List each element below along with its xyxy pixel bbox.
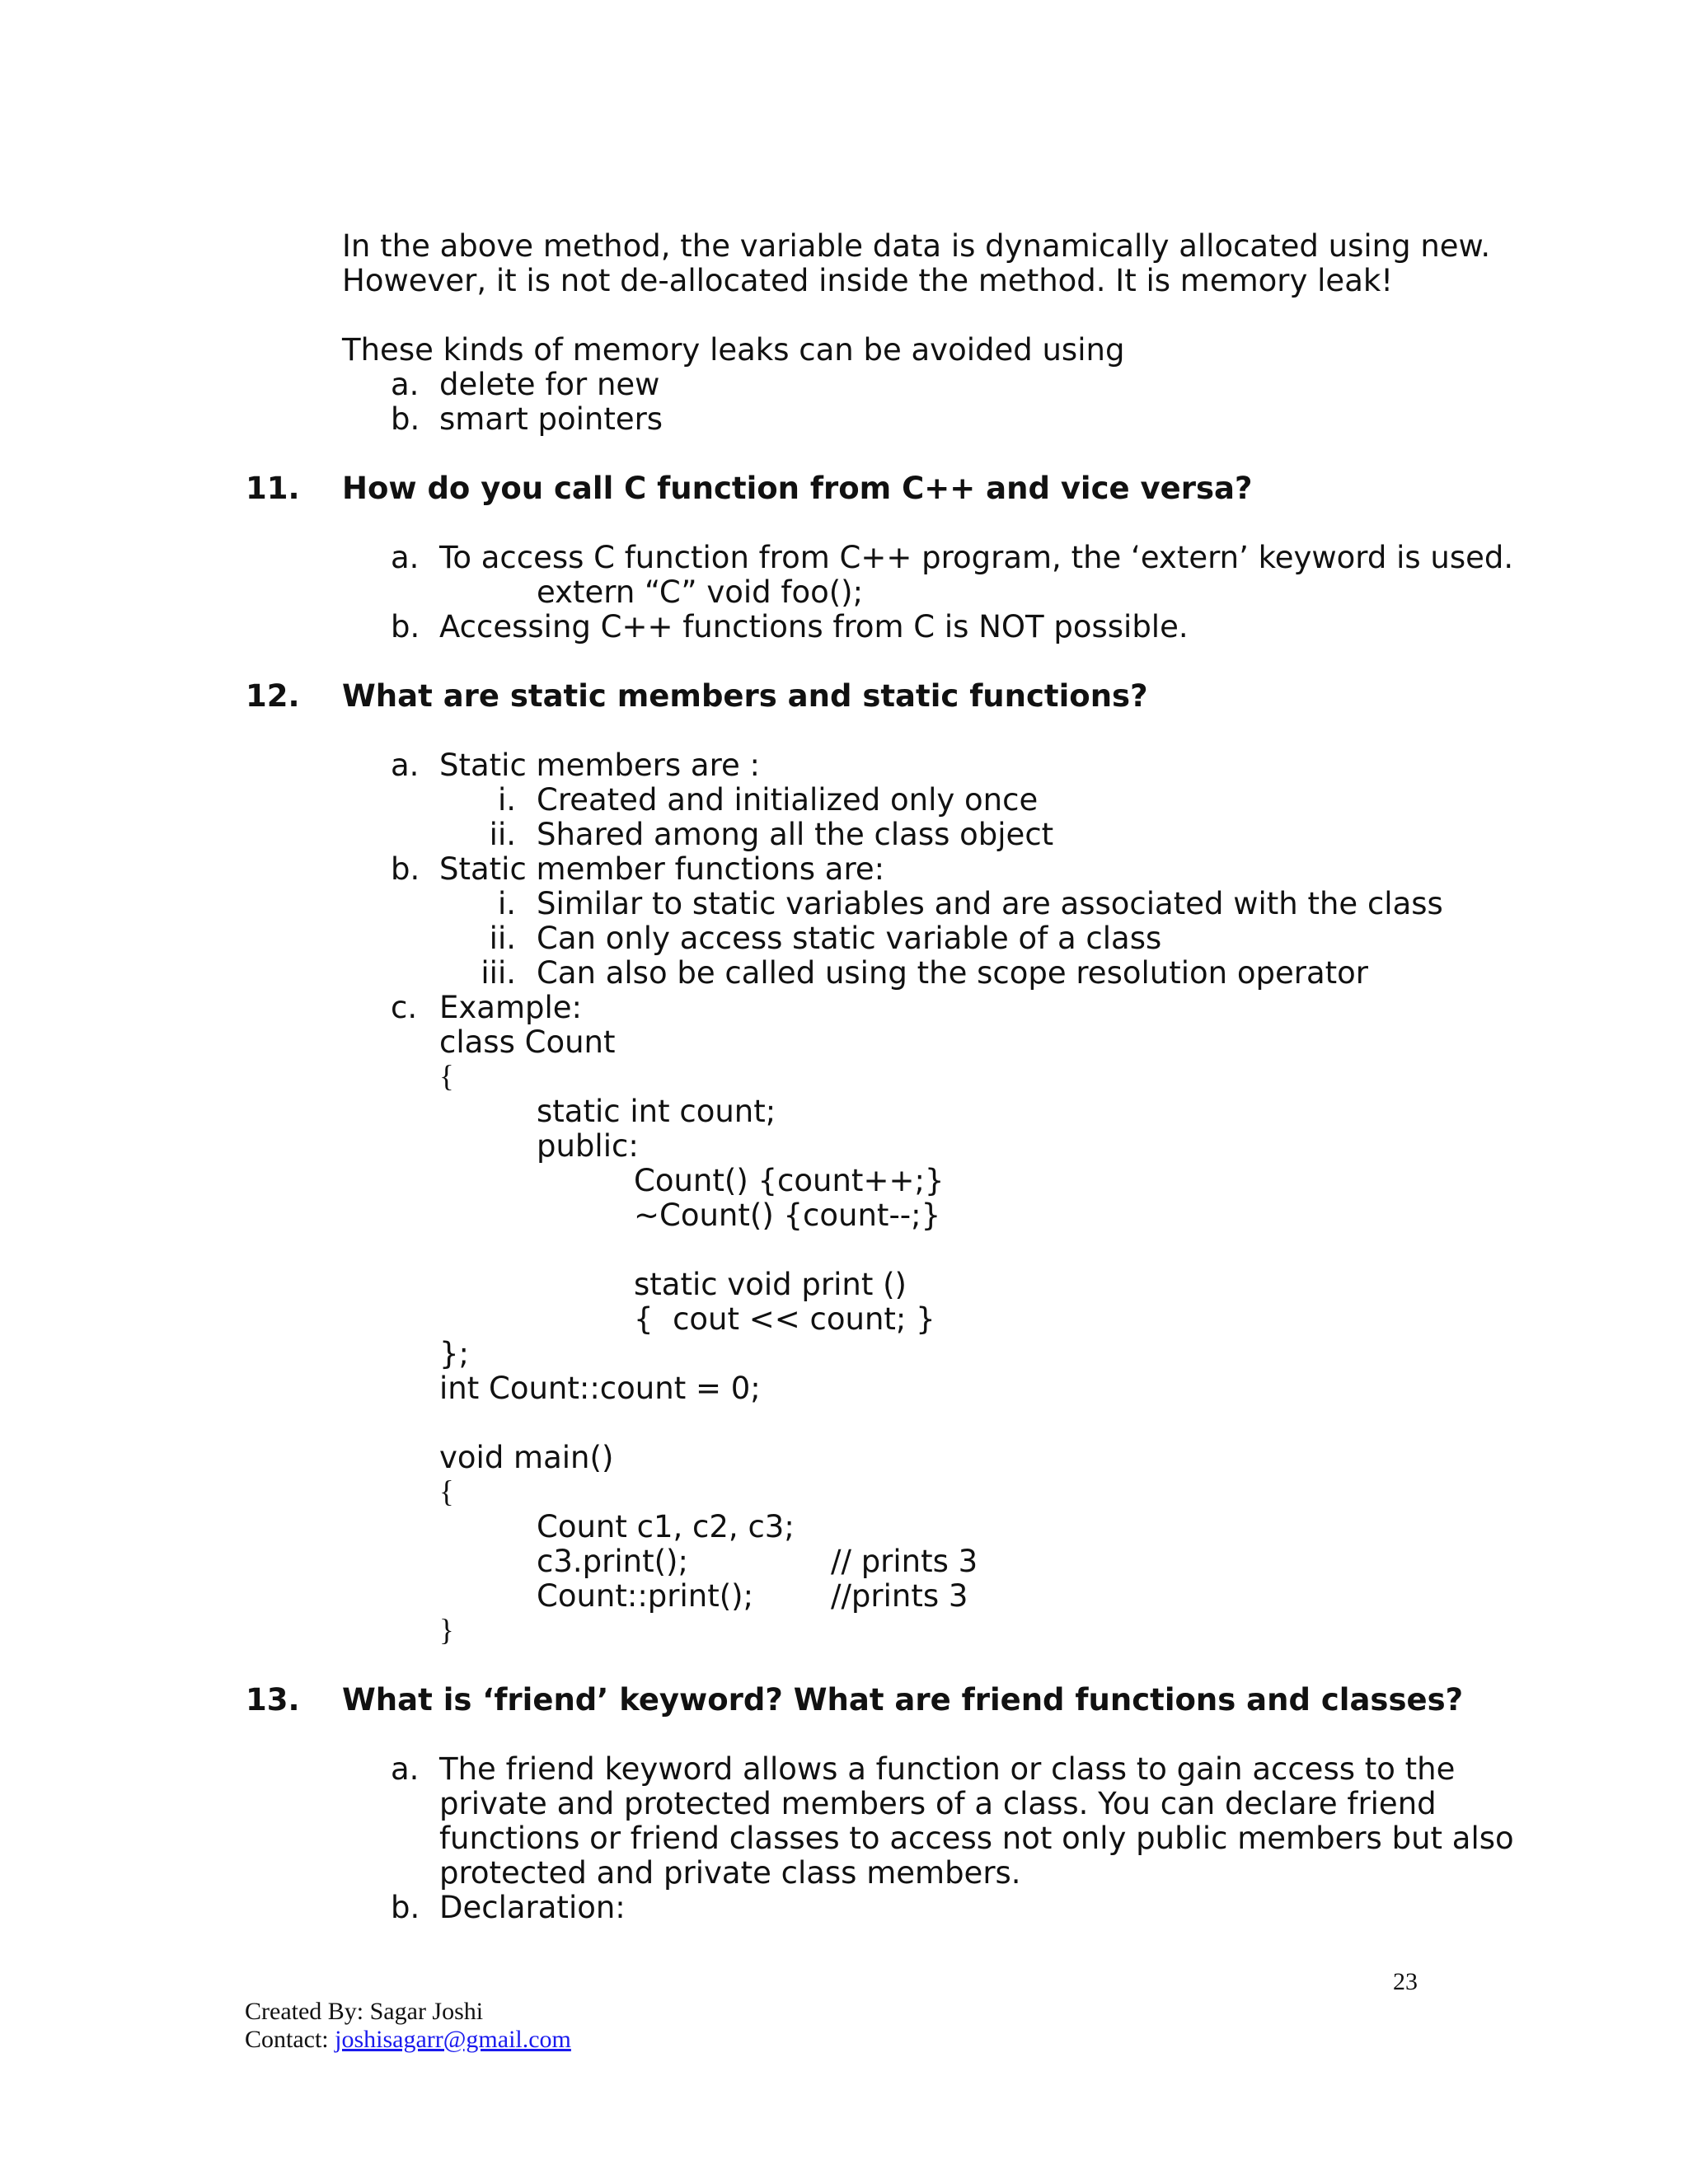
q12-b-marker: b. [391, 851, 420, 887]
q12-a-marker: a. [391, 748, 420, 783]
code-call-2: Count::print(); [537, 1578, 754, 1614]
q13-a-line-4: protected and private class members. [439, 1855, 1021, 1891]
footer-created-by: Created By: Sagar Joshi [245, 1998, 484, 2025]
code-ctor: Count() {count++;} [634, 1163, 945, 1198]
avoid-item-b-marker: b. [391, 401, 420, 437]
q12-question: What are static members and static functions? [342, 678, 1148, 714]
code-open-brace: { [439, 1060, 454, 1094]
intro-line-2: However, it is not de-allocated inside the method. It is memory leak! [342, 263, 1394, 298]
q12-b-sub-1-marker: i. [497, 886, 516, 921]
q13-a-line-2: private and protected members of a class. You can declare friend [439, 1786, 1437, 1821]
q12-b-sub-1-text: Similar to static variables and are associated with the class [537, 886, 1443, 921]
q13-a-line-1: The friend keyword allows a function or class to gain access to the [439, 1751, 1456, 1787]
code-class-decl: class Count [439, 1024, 616, 1060]
code-comment-1: // prints 3 [831, 1544, 978, 1579]
q11-b-marker: b. [391, 609, 420, 644]
code-print-decl: static void print () [634, 1267, 907, 1302]
q12-c-marker: c. [391, 990, 418, 1025]
q11-a-marker: a. [391, 540, 420, 575]
q13-number: 13. [246, 1682, 300, 1718]
q12-b-text: Static member functions are: [439, 851, 885, 887]
q12-a-sub-1-text: Created and initialized only once [537, 782, 1039, 818]
q12-b-sub-2-marker: ii. [489, 921, 516, 956]
code-print-body: { cout << count; } [634, 1301, 935, 1337]
intro-line-1: In the above method, the variable data is dynamically allocated using new. [342, 228, 1491, 264]
q12-b-sub-2-text: Can only access static variable of a class [537, 921, 1162, 956]
q13-question: What is ‘friend’ keyword? What are friend functions and classes? [342, 1682, 1464, 1718]
q11-b-text: Accessing C++ functions from C is NOT possible. [439, 609, 1189, 644]
code-main-close: } [439, 1614, 454, 1647]
q12-a-sub-2-text: Shared among all the class object [537, 817, 1054, 852]
code-close-class: }; [439, 1336, 470, 1371]
q13-b-text: Declaration: [439, 1890, 626, 1925]
code-objects: Count c1, c2, c3; [537, 1509, 795, 1544]
q13-b-marker: b. [391, 1890, 420, 1925]
q11-number: 11. [246, 471, 300, 506]
code-comment-2: //prints 3 [831, 1578, 968, 1614]
code-main-decl: void main() [439, 1440, 614, 1475]
footer-contact [245, 2026, 571, 2054]
code-public-label: public: [537, 1128, 639, 1164]
code-main-open: { [439, 1475, 454, 1509]
q11-question: How do you call C function from C++ and vice versa? [342, 471, 1253, 506]
q12-a-sub-1-marker: i. [497, 782, 516, 818]
page-number: 23 [1393, 1968, 1418, 1995]
avoid-intro: These kinds of memory leaks can be avoided using [342, 332, 1125, 368]
q12-b-sub-3-text: Can also be called using the scope resolution operator [537, 955, 1368, 991]
footer-contact-label: Contact: [245, 2026, 335, 2053]
q11-a-code: extern “C” void foo(); [537, 574, 864, 610]
q13-a-marker: a. [391, 1751, 420, 1787]
q12-number: 12. [246, 678, 300, 714]
avoid-item-a-text: delete for new [439, 367, 660, 402]
q12-b-sub-3-marker: iii. [481, 955, 516, 991]
code-static-member: static int count; [537, 1094, 776, 1129]
avoid-item-a-marker: a. [391, 367, 420, 402]
q13-a-line-3: functions or friend classes to access not only public members but also [439, 1821, 1514, 1856]
code-dtor: ~Count() {count--;} [634, 1197, 941, 1233]
code-init: int Count::count = 0; [439, 1371, 761, 1406]
q12-c-text: Example: [439, 990, 582, 1025]
avoid-item-b-text: smart pointers [439, 401, 663, 437]
code-call-1: c3.print(); [537, 1544, 688, 1579]
q12-a-sub-2-marker: ii. [489, 817, 516, 852]
q11-a-text: To access C function from C++ program, the ‘extern’ keyword is used. [439, 540, 1514, 575]
q12-a-text: Static members are : [439, 748, 760, 783]
footer-contact-email-link[interactable]: joshisagarr@gmail.com [335, 2026, 571, 2053]
